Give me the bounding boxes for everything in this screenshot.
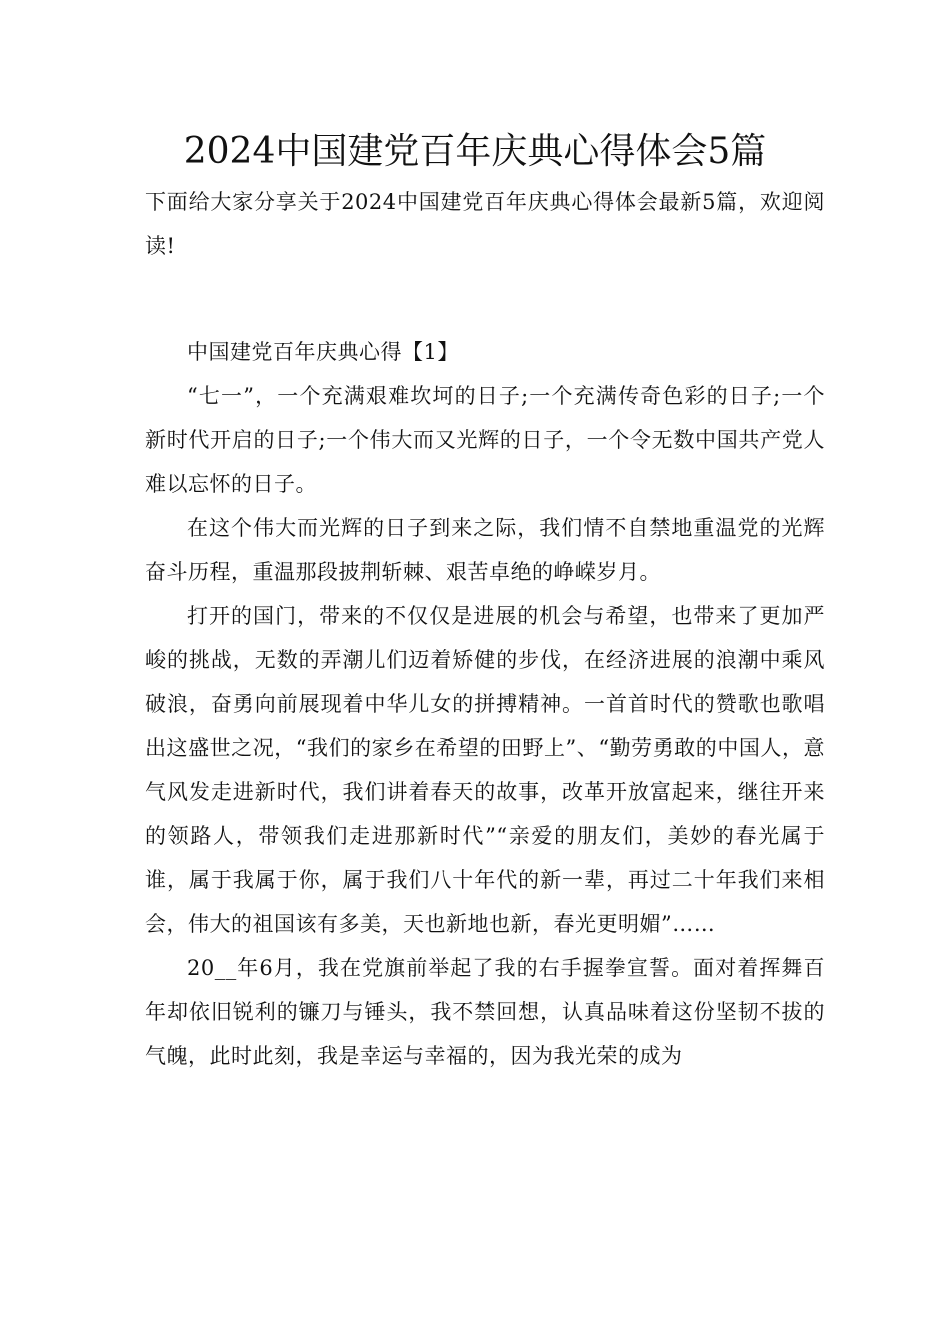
paragraph-3: 打开的国门，带来的不仅仅是进展的机会与希望，也带来了更加严峻的挑战，无数的弄潮儿们迈着矫健的步伐，在经济进展的浪潮中乘风破浪，奋勇向前展现着中华儿女的拼搏精神。一首首时代的赞歌也歌唱出这盛世之况，“我们的家乡在希望的田野上”、“勤劳勇敢的中国人，意气风发走进新时代，我们讲着春天的故事，改革开放富起来，继往开来的领路人，带领我们走进那新时代”“亲爱的朋友们，美妙的春光属于谁，属于我属于你，属于我们八十年代的新一辈，再过二十年我们来相会，伟大的祖国该有多美，天也新地也新，春光更明媚”…… <box>145 604 825 936</box>
section-heading: 中国建党百年庆典心得【1】 <box>187 340 459 364</box>
intro-paragraph: 下面给大家分享关于2024中国建党百年庆典心得体会最新5篇，欢迎阅读! <box>145 190 825 258</box>
paragraph-2: 在这个伟大而光辉的日子到来之际，我们情不自禁地重温党的光辉奋斗历程，重温那段披荆斩棘、艰苦卓绝的峥嵘岁月。 <box>145 516 825 584</box>
paragraph-1: “七一”，一个充满艰难坎坷的日子;一个充满传奇色彩的日子;一个新时代开启的日子;一个伟大而又光辉的日子，一个令无数中国共产党人难以忘怀的日子。 <box>145 384 825 496</box>
section-block <box>145 330 825 1078</box>
paragraph-4: 20__年6月，我在党旗前举起了我的右手握拳宣誓。面对着挥舞百年却依旧锐利的镰刀与锤头，我不禁回想，认真品味着这份坚韧不拔的气魄，此时此刻，我是幸运与幸福的，因为我光荣的成为 <box>145 956 825 1068</box>
intro-block <box>145 180 825 268</box>
document-title: 2024中国建党百年庆典心得体会5篇 <box>183 131 767 172</box>
